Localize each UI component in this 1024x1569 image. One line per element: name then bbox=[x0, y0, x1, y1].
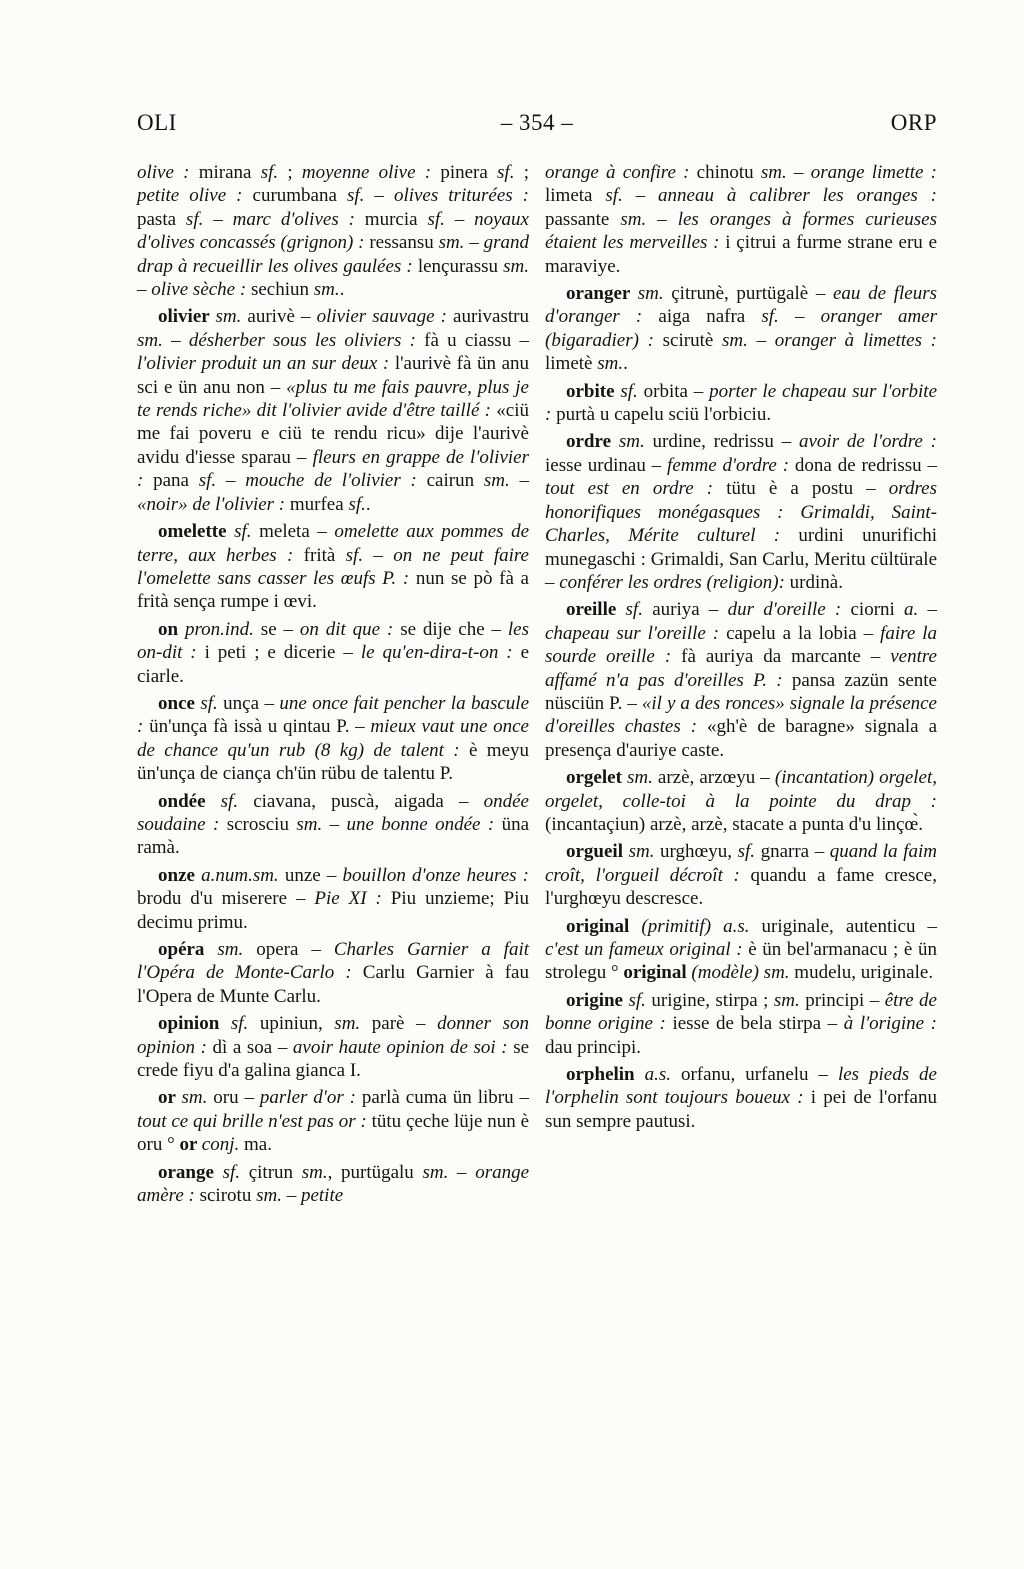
french-text: être de bonne origine : bbox=[545, 989, 937, 1035]
french-text: sm. bbox=[301, 1161, 328, 1183]
headword: or bbox=[179, 1134, 202, 1156]
monegasque-text: uriginale, autenticu – bbox=[749, 915, 937, 937]
french-text: sf. bbox=[220, 790, 239, 812]
french-text: mouche de l'olivier : bbox=[245, 470, 427, 492]
header-guide-word-left: OLI bbox=[137, 110, 177, 135]
french-text: sm. bbox=[217, 939, 244, 960]
french-text: «il y a des ronces» signale la présence d'oreilles chastes : bbox=[545, 692, 937, 738]
monegasque-text: çitrun bbox=[240, 1161, 302, 1183]
monegasque-text: pinera bbox=[440, 162, 498, 183]
french-text: sf. bbox=[234, 521, 252, 543]
french-text: sf. bbox=[230, 1013, 249, 1035]
monegasque-text: è ün bel'armanacu ; è ün strolegu ° bbox=[545, 939, 937, 984]
monegasque-text: – bbox=[509, 470, 530, 492]
french-text: anneau à calibrer les oranges : bbox=[658, 185, 937, 207]
entry-orange-continued bbox=[545, 161, 937, 278]
french-text: les on-dit : bbox=[137, 618, 529, 664]
column-left bbox=[137, 161, 529, 1207]
monegasque-text: principi – bbox=[799, 989, 885, 1011]
monegasque-text: pana bbox=[153, 470, 199, 492]
monegasque-text: oru – bbox=[207, 1087, 260, 1109]
entry-orbite bbox=[545, 380, 937, 427]
french-text: olives triturées : bbox=[393, 185, 530, 207]
monegasque-text: brodu d'u miserere – bbox=[137, 888, 315, 910]
french-text: fleurs en grappe de l'olivier : bbox=[137, 446, 529, 492]
monegasque-text: urigine, stirpa ; bbox=[645, 989, 774, 1011]
french-text: (incantation) orgelet, orgelet, colle-toi à la pointe du drap : bbox=[545, 767, 937, 812]
french-text: noyaux d'olives concassés (grignon) : bbox=[137, 208, 529, 254]
french-text: sf. bbox=[737, 841, 756, 863]
monegasque-text: nun se pò fà a frità sença rumpe i œvi. bbox=[137, 567, 529, 613]
french-text: a. bbox=[904, 599, 919, 621]
french-text: sf. bbox=[620, 380, 638, 402]
monegasque-text: upiniun, bbox=[248, 1013, 335, 1035]
french-text: pron.ind. bbox=[184, 618, 254, 640]
monegasque-text: purtà u capelu sciü l'orbiciu. bbox=[556, 404, 772, 426]
french-text: conférer les ordres (religion): bbox=[559, 571, 790, 593]
french-text: sm. bbox=[438, 232, 465, 254]
french-text: on dit que : bbox=[299, 618, 401, 640]
entry-oranger bbox=[545, 282, 937, 376]
french-text: sm. bbox=[313, 279, 340, 301]
french-text: sf. bbox=[346, 185, 365, 207]
french-text: sm. bbox=[628, 841, 655, 863]
monegasque-text: i peti ; e dicerie – bbox=[204, 642, 361, 664]
french-text: une once fait pencher la bascule : bbox=[137, 692, 530, 738]
headword: olivier bbox=[158, 306, 216, 328]
entry-origine bbox=[545, 989, 937, 1059]
monegasque-text: scrosciu bbox=[226, 813, 297, 835]
headword: oranger bbox=[566, 283, 638, 305]
french-text: les pieds de l'orphelin sont toujours boueux : bbox=[545, 1064, 937, 1109]
monegasque-text: tütu çeche lüje nun è oru ° bbox=[137, 1110, 530, 1156]
french-text: sm. bbox=[722, 329, 748, 351]
headword: omelette bbox=[158, 521, 235, 543]
monegasque-text: se dije che – bbox=[400, 618, 508, 640]
headword: orbite bbox=[566, 380, 621, 402]
monegasque-text: . bbox=[623, 353, 628, 375]
monegasque-text: curumbana bbox=[252, 185, 347, 207]
french-text: a.num.sm. bbox=[201, 864, 279, 886]
monegasque-text: parlà cuma ün libru – bbox=[361, 1087, 529, 1109]
french-text: à l'origine : bbox=[843, 1013, 937, 1035]
monegasque-text: – bbox=[786, 162, 811, 183]
headword: on bbox=[158, 618, 185, 640]
monegasque-text: capelu a la lobia – bbox=[726, 622, 881, 644]
monegasque-text: fà auriya da marcante – bbox=[681, 646, 891, 668]
french-text: parler d'or : bbox=[259, 1087, 362, 1109]
french-text: sf. bbox=[605, 185, 623, 207]
monegasque-text: ciavana, puscà, aigada – bbox=[238, 790, 484, 812]
monegasque-text: iesse de bela stirpa – bbox=[672, 1013, 844, 1035]
monegasque-text: dau principi. bbox=[545, 1036, 642, 1058]
french-text: sf. bbox=[260, 162, 279, 183]
french-text: sm. bbox=[422, 1161, 449, 1183]
headword: orphelin bbox=[566, 1064, 645, 1086]
monegasque-text: pasta bbox=[137, 208, 186, 230]
french-text: «noir» de l'olivier : bbox=[137, 493, 290, 515]
french-text: oranger à limettes : bbox=[774, 329, 937, 351]
monegasque-text: – bbox=[363, 544, 394, 566]
monegasque-text: murfea bbox=[289, 493, 349, 515]
french-text: petite olive : bbox=[137, 185, 253, 207]
french-text: quand la faim croît, l'orgueil décroît : bbox=[545, 841, 937, 886]
french-text: (modèle) sm. bbox=[691, 962, 790, 984]
french-text: moyenne olive : bbox=[301, 162, 441, 183]
headword: origine bbox=[566, 989, 629, 1011]
monegasque-text: – bbox=[137, 279, 152, 301]
headword: oreille bbox=[566, 599, 626, 621]
french-text: ordres honorifiques monégasques : Grimaldi, Saint-Charles, Mérite culturel : bbox=[545, 478, 937, 547]
monegasque-text: parè – bbox=[360, 1013, 438, 1035]
monegasque-text: i pei de l'orfanu sun sempre pautusi. bbox=[545, 1087, 937, 1132]
french-text: ventre affamé n'a pas d'oreilles P. : bbox=[545, 646, 937, 691]
monegasque-text: – bbox=[918, 599, 938, 621]
french-text: l'olivier produit un an sur deux : bbox=[137, 353, 395, 375]
french-text: sf. bbox=[497, 162, 515, 183]
french-text: sf. bbox=[427, 208, 445, 230]
monegasque-text: dì a soa – bbox=[212, 1036, 293, 1058]
french-text: avoir haute opinion de soi : bbox=[292, 1036, 514, 1058]
monegasque-text: Carlu Garnier à fau l'Opera de Munte Carlu. bbox=[137, 962, 529, 1007]
monegasque-text: – bbox=[162, 329, 189, 351]
french-text: c'est un fameux original : bbox=[545, 939, 749, 960]
entry-once bbox=[137, 692, 529, 786]
monegasque-text: cairun bbox=[426, 470, 484, 492]
entry-opinion bbox=[137, 1012, 529, 1082]
page-number: – 354 – bbox=[500, 110, 574, 135]
french-text: sf. bbox=[198, 470, 217, 492]
entry-orange bbox=[137, 1161, 529, 1208]
french-text: dur d'oreille : bbox=[727, 599, 851, 621]
monegasque-text: urdini unurifichi munegaschi : Grimaldi, San Carlu, Meritu cültürale – bbox=[545, 525, 937, 593]
monegasque-text: aiga nafra bbox=[658, 306, 762, 328]
french-text: marc d'olives : bbox=[232, 208, 365, 230]
french-text: a.s. bbox=[644, 1064, 671, 1086]
french-text: sm. bbox=[637, 283, 664, 305]
monegasque-text: urdinà. bbox=[789, 571, 843, 593]
monegasque-text: mudelu, uriginale. bbox=[789, 962, 934, 984]
french-text: mieux vaut une once de chance qu'un rub (8 kg) de talent : bbox=[137, 716, 529, 761]
entry-or bbox=[137, 1086, 529, 1156]
monegasque-text: Piu unzieme; Piu decimu primu. bbox=[137, 888, 529, 933]
french-text: sm. bbox=[503, 255, 529, 277]
monegasque-text: tütu è a postu – bbox=[726, 478, 889, 500]
french-text: sm. bbox=[773, 989, 800, 1011]
french-text: femme d'ordre : bbox=[667, 454, 795, 476]
monegasque-text: è meyu ün'unça de ciança ch'ün rübu de talentu P. bbox=[137, 739, 529, 785]
monegasque-text: – bbox=[281, 1185, 301, 1207]
monegasque-text: – bbox=[778, 306, 821, 328]
headword: original bbox=[623, 962, 692, 984]
monegasque-text: limeta bbox=[545, 185, 606, 207]
headword: orange bbox=[158, 1161, 223, 1183]
entry-olive-continued bbox=[137, 161, 529, 301]
french-text: sm. bbox=[626, 767, 653, 789]
monegasque-text: ün'unça fà issà u qintau P. – bbox=[149, 716, 371, 738]
entry-orgelet bbox=[545, 766, 937, 836]
monegasque-text: ressansu bbox=[369, 232, 439, 254]
french-text: donner son opinion : bbox=[137, 1013, 529, 1058]
french-text: olive sèche : bbox=[151, 279, 251, 301]
monegasque-text: çitrunè, purtügalè – bbox=[663, 283, 833, 305]
monegasque-text: se crede fiyu d'a galina gianca I. bbox=[137, 1036, 530, 1082]
entry-original bbox=[545, 915, 937, 985]
text-columns bbox=[137, 161, 937, 1207]
header-guide-word-right: ORP bbox=[890, 110, 937, 135]
french-text: orange à confire : bbox=[545, 162, 697, 183]
french-text: olivier sauvage : bbox=[316, 306, 454, 328]
french-text: (primitif) a.s. bbox=[641, 915, 750, 937]
monegasque-text: ; bbox=[278, 162, 302, 183]
monegasque-text: l'aurivè fà ün anu sci e ün anu non – bbox=[137, 353, 529, 398]
monegasque-text: – bbox=[322, 813, 347, 835]
french-text: sm. bbox=[256, 1185, 282, 1207]
monegasque-text: sechiun bbox=[250, 279, 314, 301]
monegasque-text: – bbox=[448, 1161, 476, 1183]
monegasque-text: dona de redrissu – bbox=[794, 454, 937, 476]
monegasque-text: ciorni bbox=[850, 599, 905, 621]
monegasque-text: – bbox=[646, 208, 678, 230]
french-text: petite bbox=[300, 1185, 344, 1207]
french-text: oranger amer (bigaradier) : bbox=[545, 306, 937, 351]
entry-ordre bbox=[545, 430, 937, 594]
french-text: sm. bbox=[137, 329, 163, 351]
monegasque-text: fà u ciassu – bbox=[424, 329, 529, 351]
headword: opinion bbox=[158, 1013, 231, 1035]
monegasque-text: (incantaçiun) arzè, arzè, stacate a punta d'u linçœ̀. bbox=[545, 813, 923, 835]
french-text: sf. bbox=[185, 208, 204, 230]
headword: original bbox=[566, 915, 642, 937]
french-text: omelette aux pommes de terre, aux herbes : bbox=[137, 521, 530, 566]
headword: orgelet bbox=[566, 767, 627, 789]
monegasque-text: iesse urdinau – bbox=[545, 454, 668, 476]
french-text: sm. bbox=[334, 1013, 361, 1035]
french-text: sm. bbox=[296, 813, 323, 835]
monegasque-text: «ciü me fai poveru e ciü te rendu ricu» dije l'aurivè avidu d'iesse sparau – bbox=[137, 400, 529, 468]
monegasque-text: opera – bbox=[243, 939, 334, 960]
entry-omelette bbox=[137, 520, 529, 614]
french-text: conj. bbox=[201, 1134, 240, 1156]
monegasque-text: – bbox=[216, 470, 246, 492]
monegasque-text: auriya – bbox=[642, 599, 728, 621]
headword: opéra bbox=[158, 939, 218, 960]
entry-oreille bbox=[545, 598, 937, 762]
monegasque-text: , purtügalu bbox=[327, 1161, 423, 1183]
french-text: sf. bbox=[761, 306, 779, 328]
french-text: grand drap à recueillir les olives gaulées : bbox=[137, 232, 529, 277]
entry-olivier bbox=[137, 305, 529, 516]
monegasque-text: ma. bbox=[239, 1134, 272, 1156]
headword: ordre bbox=[566, 431, 619, 453]
french-text: sm. bbox=[620, 208, 647, 230]
french-text: sf. bbox=[348, 493, 366, 515]
monegasque-text: ; bbox=[514, 162, 529, 183]
monegasque-text: unça – bbox=[217, 692, 280, 714]
entry-on bbox=[137, 618, 529, 688]
monegasque-text: aurivastru bbox=[453, 306, 529, 328]
monegasque-text: – bbox=[203, 208, 233, 230]
french-text: Charles Garnier a fait l'Opéra de Monte-Carlo : bbox=[137, 939, 529, 984]
french-text: sm. bbox=[597, 353, 624, 375]
french-text: orange limette : bbox=[810, 162, 938, 183]
french-text: sf. bbox=[625, 599, 643, 621]
french-text: sm. bbox=[215, 306, 242, 328]
monegasque-text: – bbox=[622, 185, 659, 207]
french-text: désherber sous les oliviers : bbox=[188, 329, 425, 351]
monegasque-text: i çitrui a furme strane eru e maraviye. bbox=[545, 232, 937, 277]
french-text: tout ce qui brille n'est pas or : bbox=[137, 1110, 372, 1132]
french-text: «plus tu me fais pauvre, plus je te rends riche» dit l'olivier avide d'être taillé : bbox=[137, 376, 529, 422]
french-text: les oranges à formes curieuses étaient les merveilles : bbox=[545, 208, 937, 254]
french-text: sf. bbox=[222, 1161, 241, 1183]
monegasque-text: scirutè bbox=[662, 329, 722, 351]
french-text: chapeau sur l'oreille : bbox=[545, 622, 727, 644]
french-text: avoir de l'ordre : bbox=[798, 431, 937, 453]
french-text: porter le chapeau sur l'orbite : bbox=[545, 380, 937, 426]
french-text: sm. bbox=[483, 470, 510, 492]
monegasque-text: urghœyu, bbox=[654, 841, 738, 863]
entry-onze bbox=[137, 864, 529, 934]
monegasque-text: pansa zazün sente nüsciün P. – bbox=[545, 669, 937, 714]
monegasque-text: urdine, redrissu – bbox=[644, 431, 799, 453]
monegasque-text: gnarra – bbox=[755, 841, 830, 863]
headword: once bbox=[158, 692, 201, 714]
monegasque-text: . bbox=[365, 493, 371, 515]
monegasque-text: – bbox=[364, 185, 394, 207]
monegasque-text: meleta – bbox=[251, 521, 335, 543]
page-header bbox=[137, 110, 937, 136]
french-text: on ne peut faire l'omelette sans casser les œufs P. : bbox=[137, 544, 529, 589]
monegasque-text: üna ramà. bbox=[137, 813, 530, 859]
monegasque-text: limetè bbox=[545, 353, 598, 375]
french-text: Pie XI : bbox=[314, 888, 391, 910]
french-text: olive : bbox=[137, 162, 199, 183]
french-text: sf. bbox=[628, 989, 646, 1011]
monegasque-text: aurivè – bbox=[241, 306, 317, 328]
french-text: faire la sourde oreille : bbox=[545, 622, 937, 668]
monegasque-text: – bbox=[444, 208, 475, 230]
french-text: sm. bbox=[618, 431, 645, 453]
headword: orgueil bbox=[566, 841, 629, 863]
monegasque-text: . bbox=[339, 279, 345, 301]
monegasque-text: mirana bbox=[198, 162, 261, 183]
french-text: tout est en ordre : bbox=[545, 478, 727, 500]
monegasque-text: scirotu bbox=[199, 1185, 257, 1207]
entry-orgueil bbox=[545, 840, 937, 910]
monegasque-text: orfanu, urfanelu – bbox=[670, 1064, 838, 1086]
monegasque-text: lençurassu bbox=[417, 255, 504, 277]
headword: onze bbox=[158, 864, 202, 886]
monegasque-text: arzè, arzœyu – bbox=[652, 767, 775, 789]
entry-ondee bbox=[137, 790, 529, 860]
monegasque-text: frità bbox=[303, 544, 346, 566]
french-text: ondée soudaine : bbox=[137, 790, 529, 835]
monegasque-text: unze – bbox=[278, 864, 343, 886]
monegasque-text: chinotu bbox=[696, 162, 761, 183]
french-text: bouillon d'onze heures : bbox=[342, 864, 529, 886]
column-right bbox=[545, 161, 937, 1207]
headword: or bbox=[158, 1087, 182, 1109]
french-text: sm. bbox=[181, 1087, 208, 1109]
monegasque-text: «gh'è de baragne» signala a presença d'auriye caste. bbox=[545, 716, 938, 761]
french-text: le qu'en-dira-t-on : bbox=[360, 642, 521, 664]
french-text: une bonne ondée : bbox=[346, 813, 502, 835]
monegasque-text: quandu a fame cresce, l'urghœyu descresce. bbox=[545, 864, 937, 910]
french-text: sf. bbox=[200, 692, 218, 714]
monegasque-text: se – bbox=[253, 618, 300, 640]
monegasque-text: e ciarle. bbox=[137, 642, 530, 687]
entry-opera bbox=[137, 938, 529, 1008]
monegasque-text: passante bbox=[545, 208, 621, 230]
french-text: sm. bbox=[760, 162, 787, 183]
entry-orphelin bbox=[545, 1063, 937, 1133]
french-text: eau de fleurs d'oranger : bbox=[545, 283, 937, 328]
french-text: orange amère : bbox=[137, 1161, 530, 1207]
monegasque-text: – bbox=[464, 232, 484, 254]
monegasque-text: murcia bbox=[364, 208, 428, 230]
monegasque-text: orbita – bbox=[637, 380, 710, 402]
french-text: sf. bbox=[345, 544, 364, 566]
headword: ondée bbox=[158, 790, 221, 812]
monegasque-text: – bbox=[747, 329, 775, 351]
